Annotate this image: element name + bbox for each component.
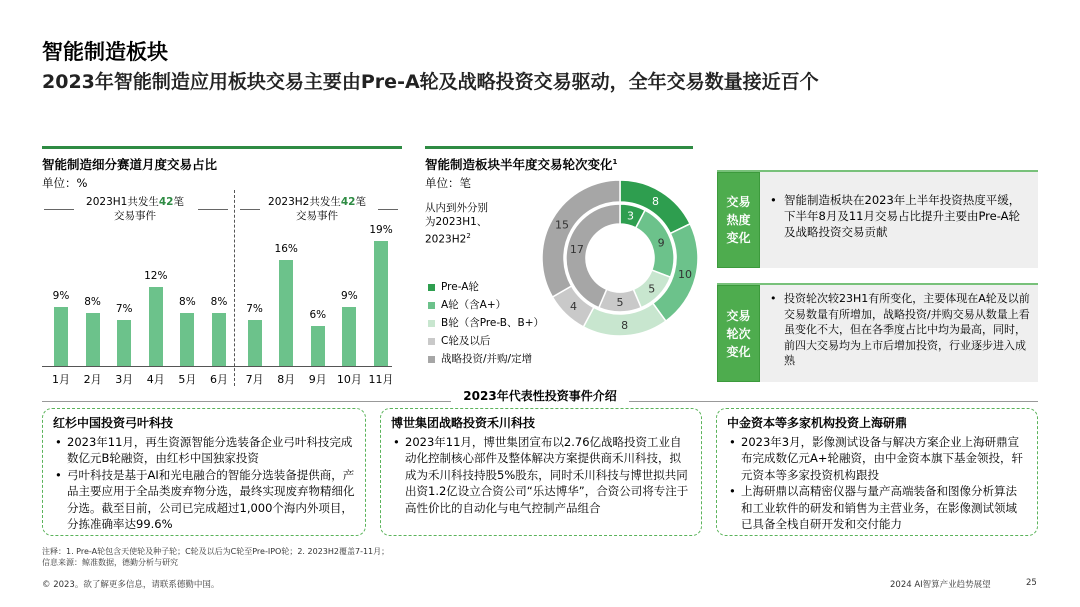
bar-label: 7% <box>246 302 263 315</box>
bar <box>54 307 68 366</box>
bar-label: 12% <box>144 269 168 282</box>
legend-swatch <box>428 284 435 291</box>
x-tick-label: 9月 <box>308 373 327 386</box>
bar-label: 7% <box>115 302 133 315</box>
divider <box>240 209 260 210</box>
right-chart-rule <box>425 146 693 149</box>
x-tick-label: 6月 <box>210 373 228 386</box>
legend-swatch <box>428 302 435 309</box>
bar-label: 8% <box>84 296 101 309</box>
legend-swatch <box>428 338 435 345</box>
bar <box>212 313 226 366</box>
bar <box>248 320 262 366</box>
legend-item <box>428 297 506 312</box>
donut-value-label: 5 <box>648 282 656 296</box>
report-name: 2024 AI智算产业趋势展望 <box>890 580 991 590</box>
box-tag-heat: 交易 热度 变化 <box>717 172 760 268</box>
divider <box>378 209 398 210</box>
bar <box>311 326 325 366</box>
bar-label: 19% <box>369 223 393 236</box>
h2-annotation: 2023H2共发生42笔 交易事件 <box>268 196 366 222</box>
legend-item <box>428 351 532 366</box>
x-tick-label: 3月 <box>115 373 134 386</box>
bar <box>342 307 356 366</box>
donut-value-label: 8 <box>652 195 660 209</box>
bar <box>180 313 194 366</box>
x-tick-label: 1月 <box>52 373 70 386</box>
box-text-rounds: • 投资轮次较23H1有所变化，主要体现在A轮及以前交易数量有所增加，战略投资/并购交易从数量上看虽变化不大，但在各季度占比中均为最高，同时，前四大交易均为上市后增加投资，行业逐步进入成熟 <box>760 285 1038 382</box>
footnote: 注释：1. Pre-A轮包含天使轮及种子轮；C轮及以后为C轮至Pre-IPO轮；2. 2023H2覆盖7-11月； <box>42 547 390 556</box>
divider <box>44 209 74 210</box>
x-tick-label: 4月 <box>146 373 165 386</box>
section-title: 2023年代表性投资事件介绍 <box>0 387 1080 404</box>
donut-value-label: 3 <box>627 209 635 223</box>
event-card-1: 红杉中国投资弓叶科技 • 2023年11月，再生资源智能分选装备企业弓叶科技完成数亿元B轮融资，由红杉中国独家投资 • 弓叶科技是基于AI和光电融合的智能分选装备提供商，产品主要应用于全品类废弃物分选，最终实现废弃物精细化分选。截至目前，公司已完成超过1,000个海内外项目，分拣准确率达99.6% <box>42 408 366 536</box>
page-subtitle: 2023年智能制造应用板块交易主要由Pre-A轮及战略投资交易驱动，全年交易数量接近百个 <box>42 71 819 93</box>
legend-swatch <box>428 356 435 363</box>
left-chart-rule <box>42 146 402 149</box>
page-title: 智能制造板块 <box>42 40 168 64</box>
right-chart-unit: 单位：笔 <box>425 176 471 190</box>
donut-value-label: 8 <box>621 318 629 332</box>
legend-label: C轮及以后 <box>441 335 491 347</box>
legend-item <box>428 315 544 330</box>
bar <box>149 287 163 366</box>
bar <box>279 260 293 366</box>
copyright: © 2023。欲了解更多信息，请联系德勤中国。 <box>42 580 220 590</box>
bar-label: 6% <box>309 309 327 322</box>
donut-value-label: 9 <box>657 236 665 250</box>
x-tick-label: 7月 <box>245 373 264 386</box>
legend-item <box>428 333 490 348</box>
ring-note: 从内到外分别 为2023H1、 $2023H2^2$ <box>425 202 488 246</box>
donut-value-label: 17 <box>569 243 584 257</box>
x-tick-label: 10月 <box>336 373 362 386</box>
half-divider <box>234 190 235 386</box>
donut-value-label: 15 <box>554 218 569 232</box>
bar-label: 9% <box>52 289 70 302</box>
divider <box>198 209 228 210</box>
page-number: 25 <box>1026 578 1037 588</box>
donut-chart <box>540 178 700 338</box>
x-tick-label: 8月 <box>277 373 296 386</box>
h1-annotation: 2023H1共发生42笔 交易事件 <box>86 196 184 222</box>
legend-label: 战略投资/并购/定增 <box>441 353 533 365</box>
right-chart-header: 智能制造板块半年度交易轮次变化$^1$ <box>425 157 618 172</box>
donut-value-label: 10 <box>678 268 693 282</box>
event-card-2: 博世集团战略投资禾川科技 • 2023年11月，博世集团宣布以2.76亿战略投资工业自动化控制核心部件及整体解决方案提供商禾川科技，拟成为禾川科技持股5%股东，同时禾川科技与博世拟共同出资1.2亿设立合资公司“乐达博华”，合资公司将专注于高性价比的自动化与电气控制产品组合 <box>380 408 702 536</box>
bar-label: 8% <box>210 296 228 309</box>
legend-label: B轮（含Pre-B、B+） <box>441 317 545 329</box>
bar <box>86 313 100 366</box>
bar <box>117 320 131 366</box>
x-axis <box>42 366 392 367</box>
source-note: 信息来源：鲸准数据，德勤分析与研究 <box>42 558 178 567</box>
donut-value-label: 4 <box>569 300 577 314</box>
bar-label: 9% <box>341 289 358 302</box>
box-tag-rounds: 交易 轮次 变化 <box>717 285 760 382</box>
bar-label: 8% <box>179 296 196 309</box>
legend-label: Pre-A轮 <box>441 281 479 293</box>
legend-swatch <box>428 320 435 327</box>
legend-label: A轮（含A+） <box>441 299 507 311</box>
x-tick-label: 5月 <box>178 373 197 386</box>
bar-label: 16% <box>274 243 298 256</box>
donut-value-label: 5 <box>616 296 624 309</box>
box-text-heat: • 智能制造板块在2023年上半年投资热度平缓，下半年8月及11月交易占比提升主要由Pre-A轮及战略投资交易贡献 <box>760 172 1038 268</box>
left-chart-unit: 单位：% <box>42 176 88 190</box>
x-tick-label: 11月 <box>368 373 394 386</box>
bar <box>374 241 388 366</box>
left-chart-header: 智能制造细分赛道月度交易占比 <box>42 157 218 172</box>
legend-item <box>428 279 479 294</box>
x-tick-label: 2月 <box>83 373 102 386</box>
event-card-3: 中金资本等多家机构投资上海研鼎 • 2023年3月，影像测试设备与解决方案企业上海研鼎宣布完成数亿元A+轮融资，由中金资本旗下基金领投，轩元资本等多家投资机构跟投 • 上海研鼎以高精密仪器与量产高端装备和图像分析算法和工业软件的研发和销售为主营业务，在影像测试领域已具备全栈自研开发和交付能力 <box>716 408 1038 536</box>
